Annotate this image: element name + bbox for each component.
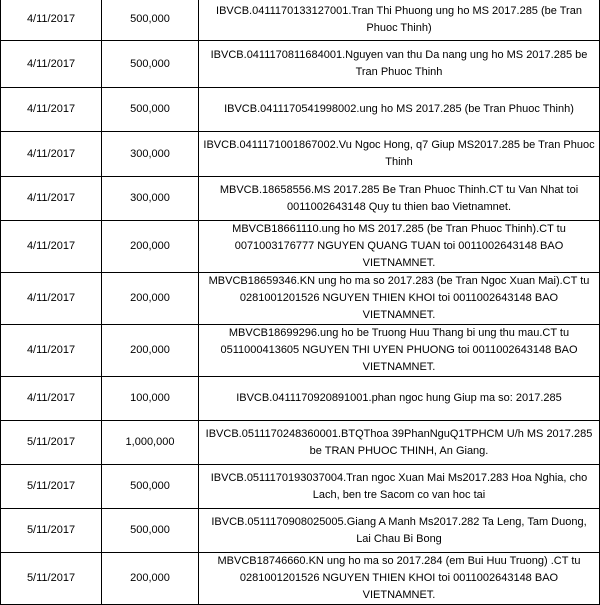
table-row [1,88,600,132]
amount-cell: 500,000 [102,465,199,509]
date-cell: 4/11/2017 [1,132,102,177]
date-cell: 4/11/2017 [1,177,102,221]
date-cell: 4/11/2017 [1,273,102,325]
amount-cell: 500,000 [102,41,199,88]
date-cell: 5/11/2017 [1,465,102,509]
table-row [1,273,600,325]
date-cell: 5/11/2017 [1,553,102,605]
table-row [1,553,600,605]
date-cell: 4/11/2017 [1,325,102,377]
description-cell: IBVCB.0411170133127001.Tran Thi Phuong ung ho MS 2017.285 (be Tran Phuoc Thinh) [199,0,600,41]
date-cell: 4/11/2017 [1,221,102,273]
date-cell: 4/11/2017 [1,377,102,421]
description-cell: IBVCB.0411170811684001.Nguyen van thu Da nang ung ho MS 2017.285 be Tran Phuoc Thinh [199,41,600,88]
date-cell: 5/11/2017 [1,421,102,465]
description-cell: IBVCB.0411170541998002.ung ho MS 2017.285 (be Tran Phuoc Thinh) [199,88,600,132]
date-cell: 4/11/2017 [1,88,102,132]
amount-cell: 200,000 [102,553,199,605]
table-row [1,509,600,553]
amount-cell: 500,000 [102,88,199,132]
donation-table-body [1,0,600,605]
description-cell: MBVCB18746660.KN ung ho ma so 2017.284 (em Bui Huu Truong) .CT tu 0281001201526 NGUYEN THIEN KHOI toi 0011002643148 BAO VIETNAMNET. [199,553,600,605]
table-row [1,177,600,221]
table-row [1,132,600,177]
table-row [1,377,600,421]
description-cell: IBVCB.0511170908025005.Giang A Manh Ms2017.282 Ta Leng, Tam Duong, Lai Chau Bi Bong [199,509,600,553]
amount-cell: 300,000 [102,132,199,177]
amount-cell: 200,000 [102,325,199,377]
table-row [1,421,600,465]
description-cell: MBVCB.18658556.MS 2017.285 Be Tran Phuoc Thinh.CT tu Van Nhat toi 0011002643148 Quy tu thien bao Vietnamnet. [199,177,600,221]
date-cell: 5/11/2017 [1,509,102,553]
table-row [1,325,600,377]
table-row [1,221,600,273]
amount-cell: 100,000 [102,377,199,421]
date-cell: 4/11/2017 [1,41,102,88]
description-cell: IBVCB.0511170193037004.Tran ngoc Xuan Mai Ms2017.283 Hoa Nghia, cho Lach, ben tre Sacom co van hoc tai [199,465,600,509]
amount-cell: 500,000 [102,0,199,41]
amount-cell: 1,000,000 [102,421,199,465]
table-row [1,41,600,88]
amount-cell: 200,000 [102,221,199,273]
amount-cell: 300,000 [102,177,199,221]
description-cell: IBVCB.0411170920891001.phan ngoc hung Giup ma so: 2017.285 [199,377,600,421]
description-cell: IBVCB.0511170248360001.BTQThoa 39PhanNguQ1TPHCM U/h MS 2017.285 be TRAN PHUOC THINH, An Giang. [199,421,600,465]
amount-cell: 200,000 [102,273,199,325]
date-cell: 4/11/2017 [1,0,102,41]
description-cell: MBVCB18661110.ung ho MS 2017.285 (be Tran Phuoc Thinh).CT tu 0071003176777 NGUYEN QUANG TUAN toi 0011002643148 BAO VIETNAMNET. [199,221,600,273]
description-cell: MBVCB18659346.KN ung ho ma so 2017.283 (be Tran Ngoc Xuan Mai).CT tu 0281001201526 NGUYEN THIEN KHOI toi 0011002643148 BAO VIETNAMNET. [199,273,600,325]
table-row [1,0,600,41]
amount-cell: 500,000 [102,509,199,553]
description-cell: IBVCB.0411171001867002.Vu Ngoc Hong, q7 Giup MS2017.285 be Tran Phuoc Thinh [199,132,600,177]
description-cell: MBVCB18699296.ung ho be Truong Huu Thang bi ung thu mau.CT tu 0511000413605 NGUYEN THI UYEN PHUONG toi 0011002643148 BAO VIETNAMNET. [199,325,600,377]
table-row [1,465,600,509]
